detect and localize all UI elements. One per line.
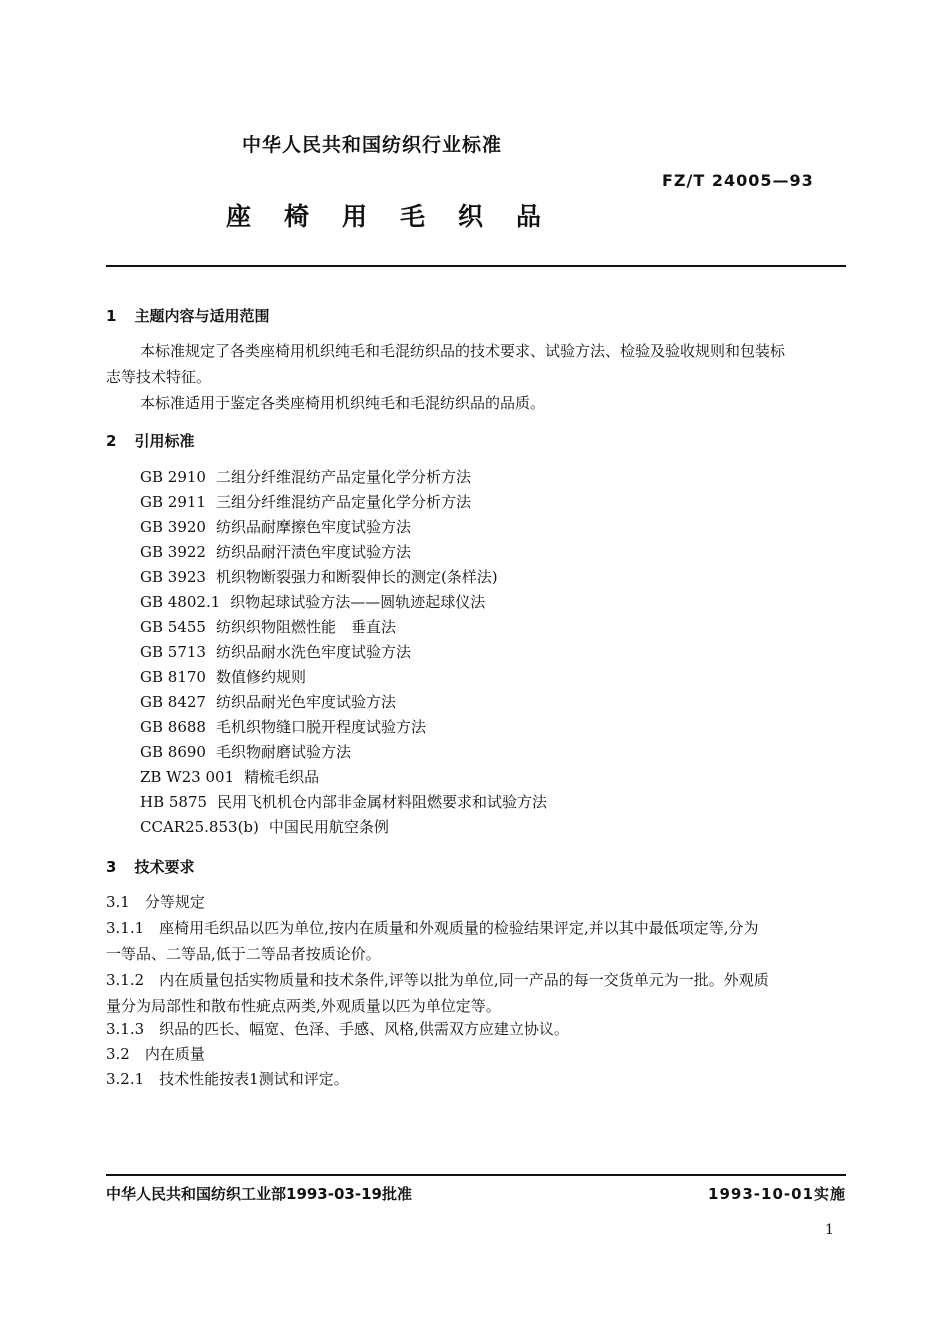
section-2-number: 2 — [106, 432, 117, 450]
reference-name: 毛机织物缝口脱开程度试验方法 — [215, 718, 426, 736]
reference-code: GB 5713 — [140, 643, 206, 661]
reference-item — [140, 492, 471, 512]
section-3-number: 3 — [106, 858, 117, 876]
section-3-title: 技术要求 — [134, 858, 195, 876]
reference-item — [140, 667, 306, 687]
reference-item — [140, 792, 547, 812]
reference-code: GB 8688 — [140, 718, 206, 736]
reference-code: GB 3923 — [140, 568, 206, 586]
reference-name: 精梳毛织品 — [244, 768, 320, 786]
clause-3-2-1: 3.2.1 技术性能按表1测试和评定。 — [106, 1070, 349, 1088]
reference-code: GB 2910 — [140, 468, 206, 486]
reference-item — [140, 742, 351, 762]
section-1-para1-line2: 志等技术特征。 — [106, 368, 212, 386]
reference-item — [140, 817, 389, 837]
reference-item — [140, 717, 426, 737]
clause-3-1-3: 3.1.3 织品的匹长、幅宽、色泽、手感、风格,供需双方应建立协议。 — [106, 1020, 569, 1038]
reference-code: GB 8690 — [140, 743, 206, 761]
reference-name: 纺织品耐汗渍色牢度试验方法 — [215, 543, 411, 561]
section-1-heading — [106, 305, 269, 326]
reference-code: GB 8170 — [140, 668, 206, 686]
reference-code: GB 5455 — [140, 618, 206, 636]
footer-rule — [106, 1174, 846, 1176]
page-number: 1 — [825, 1222, 834, 1238]
reference-item — [140, 642, 411, 662]
reference-name: 二组分纤维混纺产品定量化学分析方法 — [215, 468, 471, 486]
reference-code: GB 8427 — [140, 693, 206, 711]
reference-item — [140, 567, 498, 587]
org-title: 中华人民共和国纺织行业标准 — [242, 134, 503, 156]
reference-code: HB 5875 — [140, 793, 208, 811]
clause-3-1-1-line1: 3.1.1 座椅用毛织品以匹为单位,按内在质量和外观质量的检验结果评定,并以其中最低项定等,分为 — [106, 919, 759, 937]
reference-code: GB 3920 — [140, 518, 206, 536]
reference-code: ZB W23 001 — [140, 768, 235, 786]
clause-3-1-2-line2: 量分为局部性和散布性疵点两类,外观质量以匹为单位定等。 — [106, 997, 501, 1015]
reference-name: 中国民用航空条例 — [268, 818, 389, 836]
clause-3-1-1-line2: 一等品、二等品,低于二等品者按质论价。 — [106, 945, 381, 963]
section-3-heading — [106, 856, 194, 877]
reference-item — [140, 617, 396, 637]
reference-name: 纺织品耐水洗色牢度试验方法 — [215, 643, 411, 661]
effective-date-line: 1993-10-01实施 — [708, 1185, 846, 1203]
clause-3-1: 3.1 分等规定 — [106, 893, 205, 911]
reference-code: GB 3922 — [140, 543, 206, 561]
standard-number: FZ/T 24005—93 — [662, 171, 814, 190]
reference-name: 毛织物耐磨试验方法 — [215, 743, 351, 761]
clause-3-2: 3.2 内在质量 — [106, 1045, 205, 1063]
reference-item — [140, 692, 396, 712]
section-1-para2: 本标准适用于鉴定各类座椅用机织纯毛和毛混纺织品的品质。 — [140, 394, 546, 412]
section-1-number: 1 — [106, 307, 117, 325]
reference-item — [140, 467, 471, 487]
reference-item — [140, 592, 485, 612]
reference-item — [140, 542, 411, 562]
document-title: 座椅用毛织品 — [226, 202, 575, 231]
reference-name: 数值修约规则 — [215, 668, 306, 686]
reference-item — [140, 517, 411, 537]
reference-name: 织物起球试验方法——圆轨迹起球仪法 — [230, 593, 486, 611]
section-2-title: 引用标准 — [134, 432, 195, 450]
reference-name: 纺织品耐摩擦色牢度试验方法 — [215, 518, 411, 536]
reference-code: GB 2911 — [140, 493, 206, 511]
header-rule — [106, 265, 846, 267]
section-1-title: 主题内容与适用范围 — [134, 307, 270, 325]
reference-name: 三组分纤维混纺产品定量化学分析方法 — [215, 493, 471, 511]
reference-code: GB 4802.1 — [140, 593, 221, 611]
reference-item — [140, 767, 319, 787]
approval-line: 中华人民共和国纺织工业部1993-03-19批准 — [106, 1185, 412, 1203]
section-2-heading — [106, 430, 194, 451]
reference-name: 纺织织物阻燃性能 垂直法 — [215, 618, 396, 636]
reference-name: 纺织品耐光色牢度试验方法 — [215, 693, 396, 711]
reference-code: CCAR25.853(b) — [140, 818, 259, 836]
section-1-para1-line1: 本标准规定了各类座椅用机织纯毛和毛混纺织品的技术要求、试验方法、检验及验收规则和包装标 — [140, 342, 786, 360]
reference-name: 机织物断裂强力和断裂伸长的测定(条样法) — [215, 568, 498, 586]
clause-3-1-2-line1: 3.1.2 内在质量包括实物质量和技术条件,评等以批为单位,同一产品的每一交货单元为一批。外观质 — [106, 971, 769, 989]
reference-name: 民用飞机机仓内部非金属材料阻燃要求和试验方法 — [217, 793, 548, 811]
